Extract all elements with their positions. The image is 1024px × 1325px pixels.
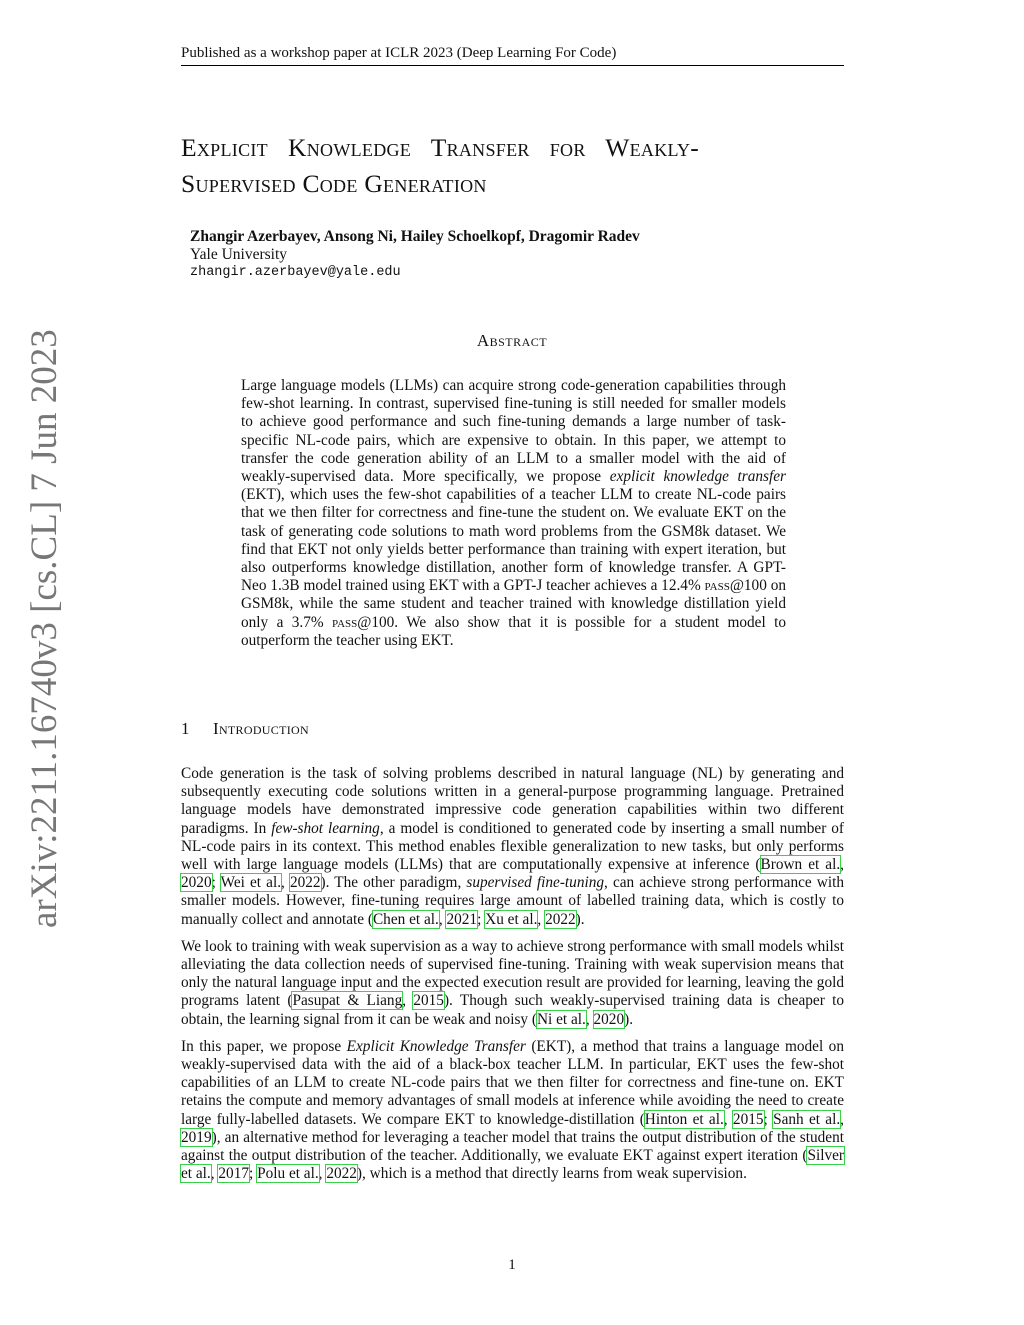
citation-link[interactable]: 2022 <box>545 910 576 928</box>
citation-link[interactable]: 2020 <box>593 1010 625 1028</box>
title-word: Code <box>302 169 358 198</box>
pass-metric: pass@100 <box>704 577 767 595</box>
citation-link[interactable]: 2022 <box>326 1165 357 1183</box>
author-affiliation: Yale University <box>190 246 288 263</box>
citation-link[interactable]: 2020 <box>181 874 212 892</box>
citation-link[interactable]: Wei et al. <box>220 874 282 892</box>
title-word: Generation <box>364 169 487 198</box>
pass-metric: pass@100 <box>331 613 395 631</box>
citation-link[interactable]: Silver et al. <box>181 1147 844 1183</box>
citation-link[interactable]: 2017 <box>218 1165 249 1183</box>
arxiv-identifier: arXiv:2211.16740v3 [cs.CL] 7 Jun 2023 <box>24 329 65 928</box>
citation-link[interactable]: 2019 <box>181 1128 212 1146</box>
title-word: Supervised <box>181 169 296 198</box>
citation-link[interactable]: Sanh et al. <box>773 1110 841 1128</box>
citation-link[interactable]: 2022 <box>289 874 321 892</box>
title-word: for <box>549 133 586 162</box>
citation-link[interactable]: Ni et al. <box>536 1010 586 1028</box>
author-block <box>190 228 830 282</box>
title-word: Transfer <box>430 133 530 162</box>
author-email[interactable]: zhangir.azerbayev@yale.edu <box>190 265 401 280</box>
citation-link[interactable]: Chen et al. <box>372 910 439 928</box>
citation-link[interactable]: 2015 <box>732 1110 764 1128</box>
citation-link[interactable]: Polu et al. <box>257 1165 319 1183</box>
section-title: Introduction <box>213 719 309 738</box>
citation-link[interactable]: Pasupat & Liang <box>292 992 403 1010</box>
citation-link[interactable]: Hinton et al. <box>644 1110 724 1128</box>
citation-link[interactable]: Brown et al. <box>760 856 841 874</box>
citation-link[interactable]: 2021 <box>446 910 478 928</box>
title-word: Weakly- <box>605 133 700 162</box>
page-number: 1 <box>508 1257 516 1273</box>
abstract-text: Large language models (LLMs) can acquire strong code-generation capabilities through few-shot learning. In contrast, supervised fine-tuning is still needed for smaller models to achieve good performance and such fine-tuning demands a large number of task-specific NL-code pairs, which are expensive to obtain. In this paper, we attempt to transfer the code generation ability of an LLM to a smaller model with the aid of weakly-supervised data. More specifically, we propose explicit knowledge transfer (EKT), which uses the few-shot capabilities of a teacher LLM to create NL-code pairs that we then filter for correctness and fine-tune the student on. We evaluate EKT on the task of generating code solutions to math word problems from the GSM8k dataset. We find that EKT not only yields better performance than training with expert iteration, but also outperforms knowledge distillation, another form of knowledge transfer. A GPT-Neo 1.3B model trained using EKT with a GPT-J teacher achieves a 12.4% pass@100 on GSM8k, while the same student and teacher trained with knowledge distillation yield only a 3.7% pass@100. We also show that it is possible for a student model to outperform the teacher using EKT. <box>241 377 787 649</box>
paragraph: In this paper, we propose Explicit Knowledge Transfer (EKT), a method that trains a language model on weakly-supervised data with the aid of a black-box teacher LLM. In particular, EKT uses the few-shot capabilities of an LLM to create NL-code pairs that we then filter for correctness and fine-tune on. EKT retains the compute and memory advantages of small models at inference while avoiding the need to create large fully-labelled datasets. We compare EKT to knowledge-distillation (Hinton et al., 2015; Sanh et al., 2019), an alternative method for leveraging a teacher model that trains the output distribution of the student against the output distribution of the teacher. Additionally, we evaluate EKT against expert iteration (Silver et al., 2017; Polu et al., 2022), which is a method that directly learns from weak supervision. <box>181 1037 844 1183</box>
title-line-2 <box>181 166 861 202</box>
title-word: Explicit <box>181 133 268 162</box>
paragraph: We look to training with weak supervision as a way to achieve strong performance with small models whilst alleviating the data collection needs of supervised fine-tuning. Training with weak supervision means that only the natural language input and the expected execution result are provided for learning, leaving the gold programs latent (Pasupat & Liang, 2015). Though such weakly-supervised training data is cheaper to obtain, the learning signal from it can be weak and noisy (Ni et al., 2020). <box>181 937 844 1028</box>
title-word: Knowledge <box>288 133 412 162</box>
running-header: Published as a workshop paper at ICLR 2023 (Deep Learning For Code) <box>181 44 844 66</box>
title-line-1 <box>181 130 861 166</box>
citation-link[interactable]: Xu et al. <box>485 910 538 928</box>
abstract-heading: Abstract <box>476 331 548 350</box>
author-names: Zhangir Azerbayev, Ansong Ni, Hailey Schoelkopf, Dragomir Radev <box>190 228 640 245</box>
paper-title <box>181 130 861 202</box>
paragraph: Code generation is the task of solving problems described in natural language (NL) by generating and subsequently executing code solutions written in a general-purpose programming language. Pretrained language models have demonstrated impressive code generation capabilities within two different paradigms. In few-shot learning, a model is conditioned to generated code by inserting a small number of NL-code pairs in its context. This method enables flexible generalization to new tasks, but only performs well with large language models (LLMs) that are computationally expensive at inference (Brown et al., 2020; Wei et al., 2022). The other paradigm, supervised fine-tuning, can achieve strong performance with smaller models. However, fine-tuning requires large amount of labelled training data, which is costly to manually collect and annotate (Chen et al., 2021; Xu et al., 2022). <box>181 765 845 928</box>
section-heading-introduction <box>181 719 781 739</box>
introduction-body <box>181 765 844 1192</box>
citation-link[interactable]: 2015 <box>413 992 444 1010</box>
section-number: 1 <box>181 719 190 738</box>
